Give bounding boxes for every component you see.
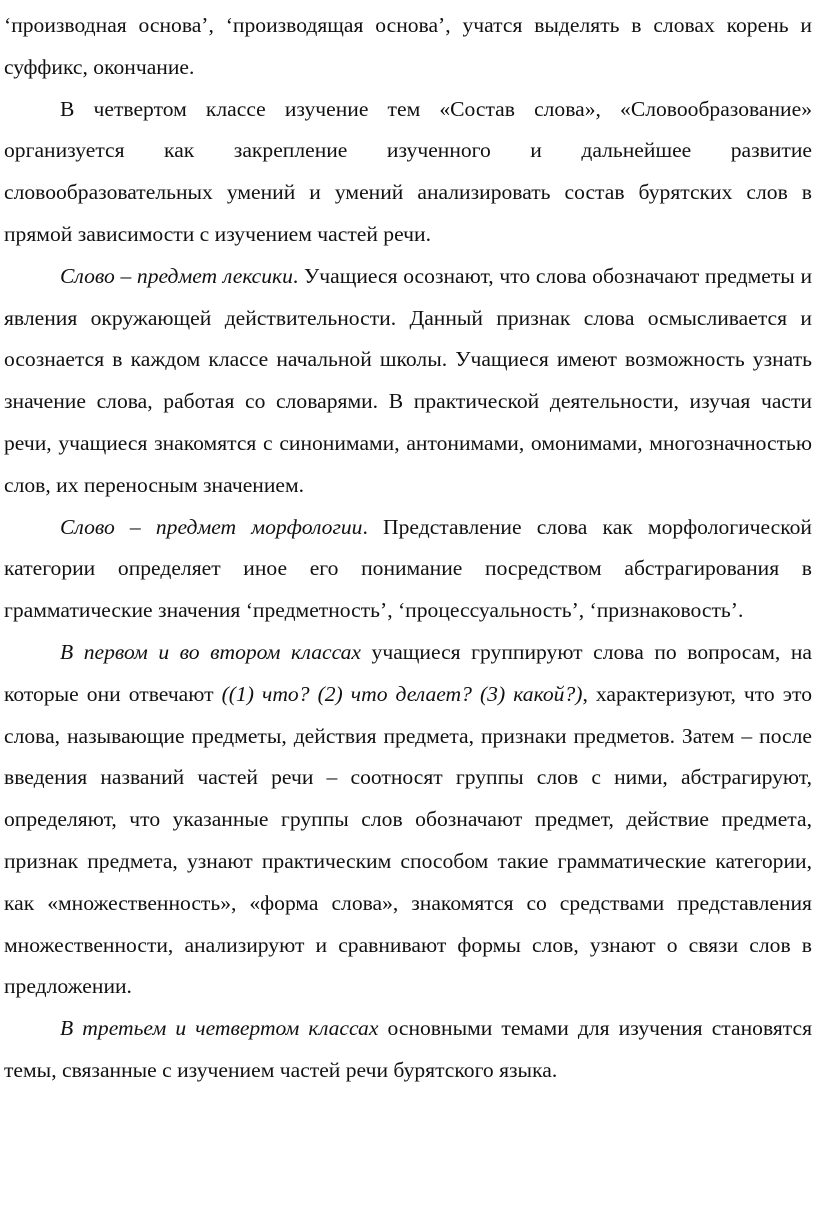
paragraph-third-fourth-grade (4, 1008, 812, 1092)
paragraph-word-morphology (4, 507, 812, 632)
paragraph-text: , характеризуют, что это слова, называющие предметы, действия предмета, признаки предметов. Затем – после введения названий частей речи – соотносят группы слов с ними, абстрагируют, определяют, что указанные группы слов обозначают предмет, действие предмета, признак предмета, узнают практическим способом такие грамматические категории, как «множественность», «форма слова», знакомятся со средствами представления множественности, анализируют и сравнивают формы слов, узнают о связи слов в предложении. (4, 681, 812, 999)
questions-italic: ((1) что? (2) что делает? (3) какой?) (221, 681, 583, 706)
paragraph-fourth-grade-word-formation (4, 89, 812, 256)
paragraph-text: В четвертом классе изучение тем «Состав слова», «Словообразование» организуется как закрепление изученного и дальнейшее развитие словообразовательных умений и умений анализировать состав бурятских слов в прямой зависимости с изучением частей речи. (4, 96, 812, 246)
paragraph-heading-italic: В третьем и четвертом классах (60, 1016, 379, 1041)
paragraph-text: основными темами для изучения становятся темы, связанные с изучением частей речи бурятского языка. (4, 1016, 812, 1082)
paragraph-text: . Представление слова как морфологической категории определяет иное его понимание посредством абстрагирования в грамматические значения ‘предметность’, ‘процессуальность’, ‘признаковость’. (4, 514, 812, 623)
paragraph-derivational-basis (4, 5, 812, 89)
paragraph-heading-italic: Слово – предмет морфологии (60, 514, 363, 539)
paragraph-heading-italic: Слово – предмет лексики (60, 263, 293, 288)
paragraph-word-lexicon (4, 256, 812, 507)
paragraph-text: . Учащиеся осознают, что слова обозначают предметы и явления окружающей действительности. Данный признак слова осмысливается и осознается в каждом классе начальной школы. Учащиеся имеют возможность узнать значение слова, работая со словарями. В практической деятельности, изучая части речи, учащиеся знакомятся с синонимами, антонимами, омонимами, многозначностью слов, их переносным значением. (4, 263, 812, 497)
paragraph-heading-italic: В первом и во втором классах (60, 639, 361, 664)
paragraph-text: учащиеся группируют слова по вопросам, на которые они отвечают (4, 639, 812, 706)
paragraph-first-second-grade (4, 632, 812, 1008)
paragraph-text: ‘производная основа’, ‘производящая основа’, учатся выделять в словах корень и суффикс, окончание. (4, 13, 812, 79)
